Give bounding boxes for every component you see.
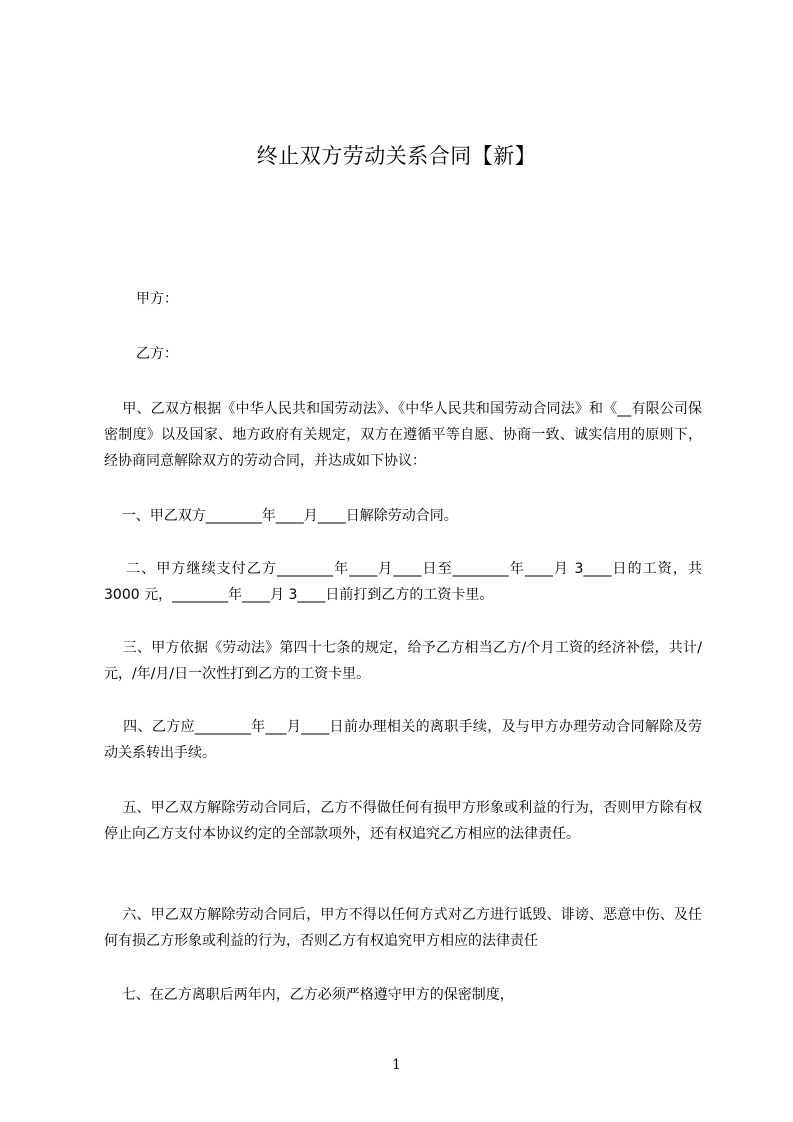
clause-7: 七、在乙方离职后两年内，乙方必须严格遵守甲方的保密制度， (104, 987, 514, 1003)
page-number: 1 (392, 1057, 401, 1073)
intro-paragraph: 甲、乙双方根据《中华人民共和国劳动法》、《中华人民共和国劳动合同法》和《__有限公司保密制度》以及国家、地方政府有关规定，双方在遵循平等自愿、协商一致、诚实信用的原则下，经协商同意解除双方的劳动合同，并达成如下协议： (104, 401, 702, 469)
party-a-label: 甲方： (136, 291, 178, 307)
clause-3: 三、甲方依据《劳动法》第四十七条的规定，给予乙方相当乙方/个月工资的经济补偿，共计/元，/年/月/日一次性打到乙方的工资卡里。 (104, 640, 702, 682)
party-b-label: 乙方： (136, 346, 178, 362)
document-title: 终止双方劳动关系合同【新】 (256, 144, 537, 168)
clause-4: 四、乙方应________年___月____日前办理相关的离职手续，及与甲方办理劳动合同解除及劳动关系转出手续。 (104, 719, 702, 761)
clause-6: 六、甲乙双方解除劳动合同后，甲方不得以任何方式对乙方进行诋毁、诽谤、恶意中伤、及任何有损乙方形象或利益的行为，否则乙方有权追究甲方相应的法律责任 (104, 907, 702, 949)
clause-5: 五、甲乙双方解除劳动合同后，乙方不得做任何有损甲方形象或利益的行为，否则甲方除有权停止向乙方支付本协议约定的全部款项外，还有权追究乙方相应的法律责任。 (104, 800, 702, 842)
clause-2: 二、甲方继续支付乙方________年____月____日至________年____月 3____日的工资，共 3000 元，________年____月 3____日前打到乙方的工资卡里。 (104, 561, 707, 603)
clause-1: 一、甲乙双方________年____月____日解除劳动合同。 (104, 508, 458, 524)
